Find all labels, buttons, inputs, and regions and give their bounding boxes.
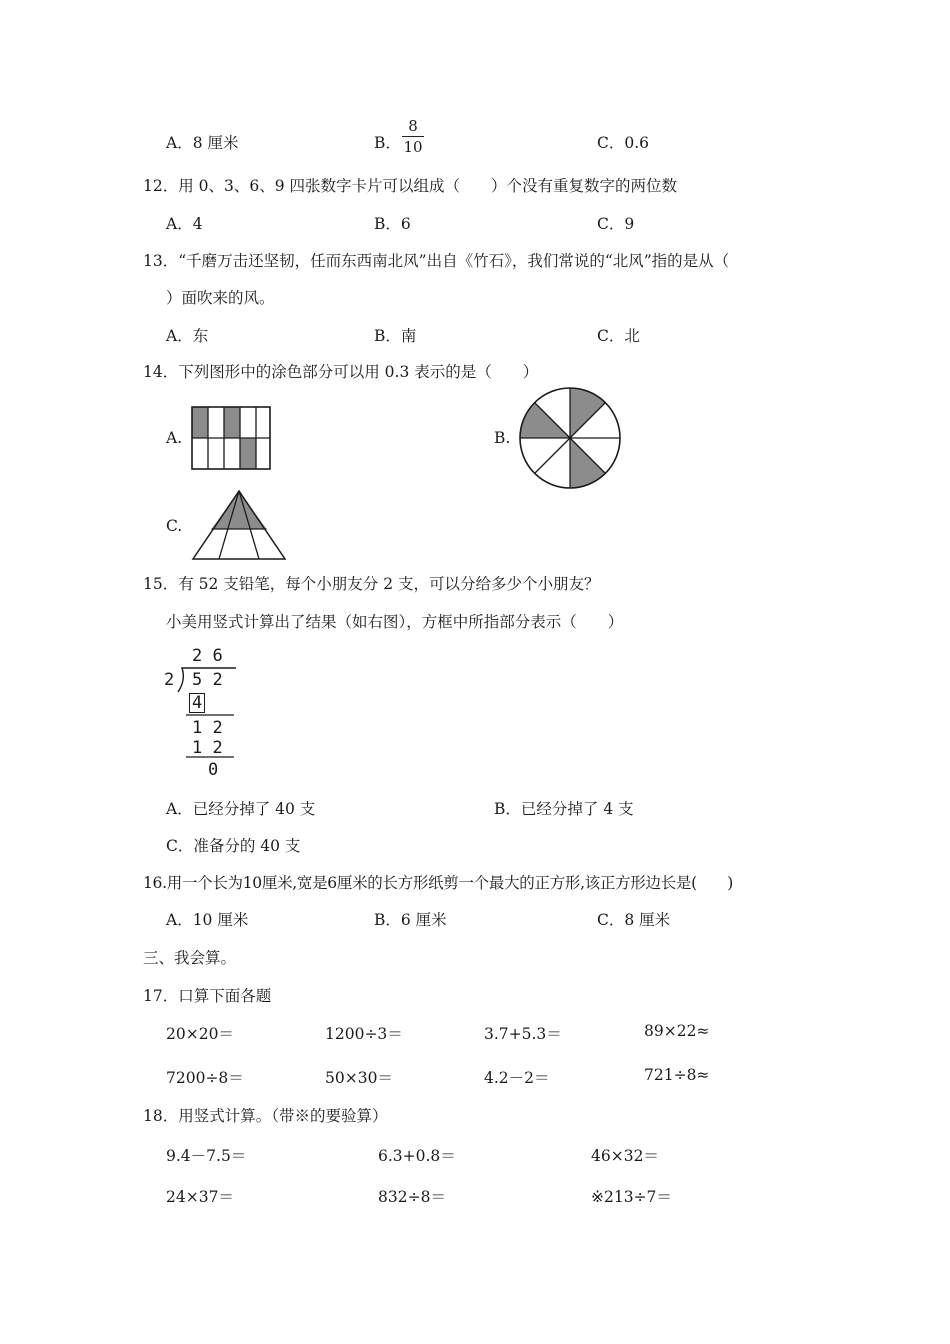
q11-option-c: C．0.6	[597, 134, 650, 152]
q14-stem: 14．下列图形中的涂色部分可以用 0.3 表示的是（ ）	[143, 363, 539, 381]
division-row-b: 1 2	[192, 738, 223, 758]
divisor: 2	[164, 670, 175, 690]
q18-item: 832÷8＝	[378, 1188, 446, 1206]
q13-stem-line1: 13．“千磨万击还坚韧，任而东西南北风”出自《竹石》，我们常说的“北风”指的是从（	[143, 252, 730, 270]
q14-option-b-label: B.	[494, 429, 511, 447]
q17-item: 1200÷3＝	[325, 1025, 403, 1043]
q17-stem: 17．口算下面各题	[143, 987, 272, 1005]
q12-stem: 12．用 0、3、6、9 四张数字卡片可以组成（ ）个没有重复数字的两位数	[143, 177, 678, 195]
q15-option-a: A．已经分掉了 40 支	[166, 800, 316, 818]
q18-item: 24×37＝	[166, 1188, 234, 1206]
fraction-bar	[402, 136, 424, 137]
q15-stem: 15．有 52 支铅笔，每个小朋友分 2 支，可以分给多少个小朋友？	[143, 575, 600, 593]
q13-stem-line2: ）面吹来的风。	[166, 289, 275, 307]
q12-option-a: A．4	[166, 215, 203, 233]
q13-option-c: C．北	[597, 327, 640, 345]
q17-item: 4.2－2＝	[484, 1069, 550, 1087]
section-3-title: 三、我会算。	[143, 949, 237, 967]
q17-item: 3.7+5.3＝	[484, 1025, 562, 1043]
q17-item: 7200÷8＝	[166, 1069, 244, 1087]
q18-item: 46×32＝	[591, 1147, 659, 1165]
q17-item: 50×30＝	[325, 1069, 393, 1087]
q18-stem: 18．用竖式计算。（带※的要验算）	[143, 1107, 388, 1125]
long-division-figure	[160, 644, 240, 780]
q13-option-a: A．东	[166, 327, 209, 345]
division-bracket-lines	[160, 644, 240, 780]
q18-item: 6.3+0.8＝	[378, 1147, 456, 1165]
q18-item: ※213÷7＝	[591, 1188, 672, 1206]
q15-option-c: C．准备分的 40 支	[166, 837, 301, 855]
division-remainder: 0	[208, 760, 219, 780]
q17-item: 721÷8≈	[644, 1066, 710, 1084]
fraction-numerator: 8	[408, 117, 418, 135]
q14-grid-figure	[192, 407, 272, 469]
fraction-denominator: 10	[403, 138, 423, 156]
q16-option-c: C．8 厘米	[597, 911, 671, 929]
q14-option-c-label: C.	[166, 517, 183, 535]
q11-option-b-label: B．	[374, 134, 401, 152]
q12-option-c: C．9	[597, 215, 635, 233]
q15-option-b: B．已经分掉了 4 支	[494, 800, 634, 818]
q14-triangle-figure	[191, 489, 287, 561]
q17-item: 20×20＝	[166, 1025, 234, 1043]
q12-option-b: B．6	[374, 215, 411, 233]
dividend: 5 2	[192, 670, 223, 690]
division-row-a: 1 2	[192, 718, 223, 738]
q16-stem: 16.用一个长为10厘米,宽是6厘米的长方形纸剪一个最大的正方形,该正方形边长是( )	[143, 874, 733, 892]
q14-circle-figure	[519, 387, 621, 489]
quotient: 2 6	[192, 646, 223, 666]
q18-item: 9.4－7.5＝	[166, 1147, 247, 1165]
q17-item: 89×22≈	[644, 1022, 710, 1040]
q11-option-a: A．8 厘米	[166, 134, 239, 152]
boxed-partial-product: 4	[189, 693, 205, 713]
q13-option-b: B．南	[374, 327, 417, 345]
q14-option-a-label: A.	[166, 429, 183, 447]
q15-sub-stem: 小美用竖式计算出了结果（如右图），方框中所指部分表示（ ）	[166, 613, 624, 631]
q16-option-b: B．6 厘米	[374, 911, 447, 929]
q16-option-a: A．10 厘米	[166, 911, 249, 929]
q11-option-b-fraction	[402, 117, 424, 156]
